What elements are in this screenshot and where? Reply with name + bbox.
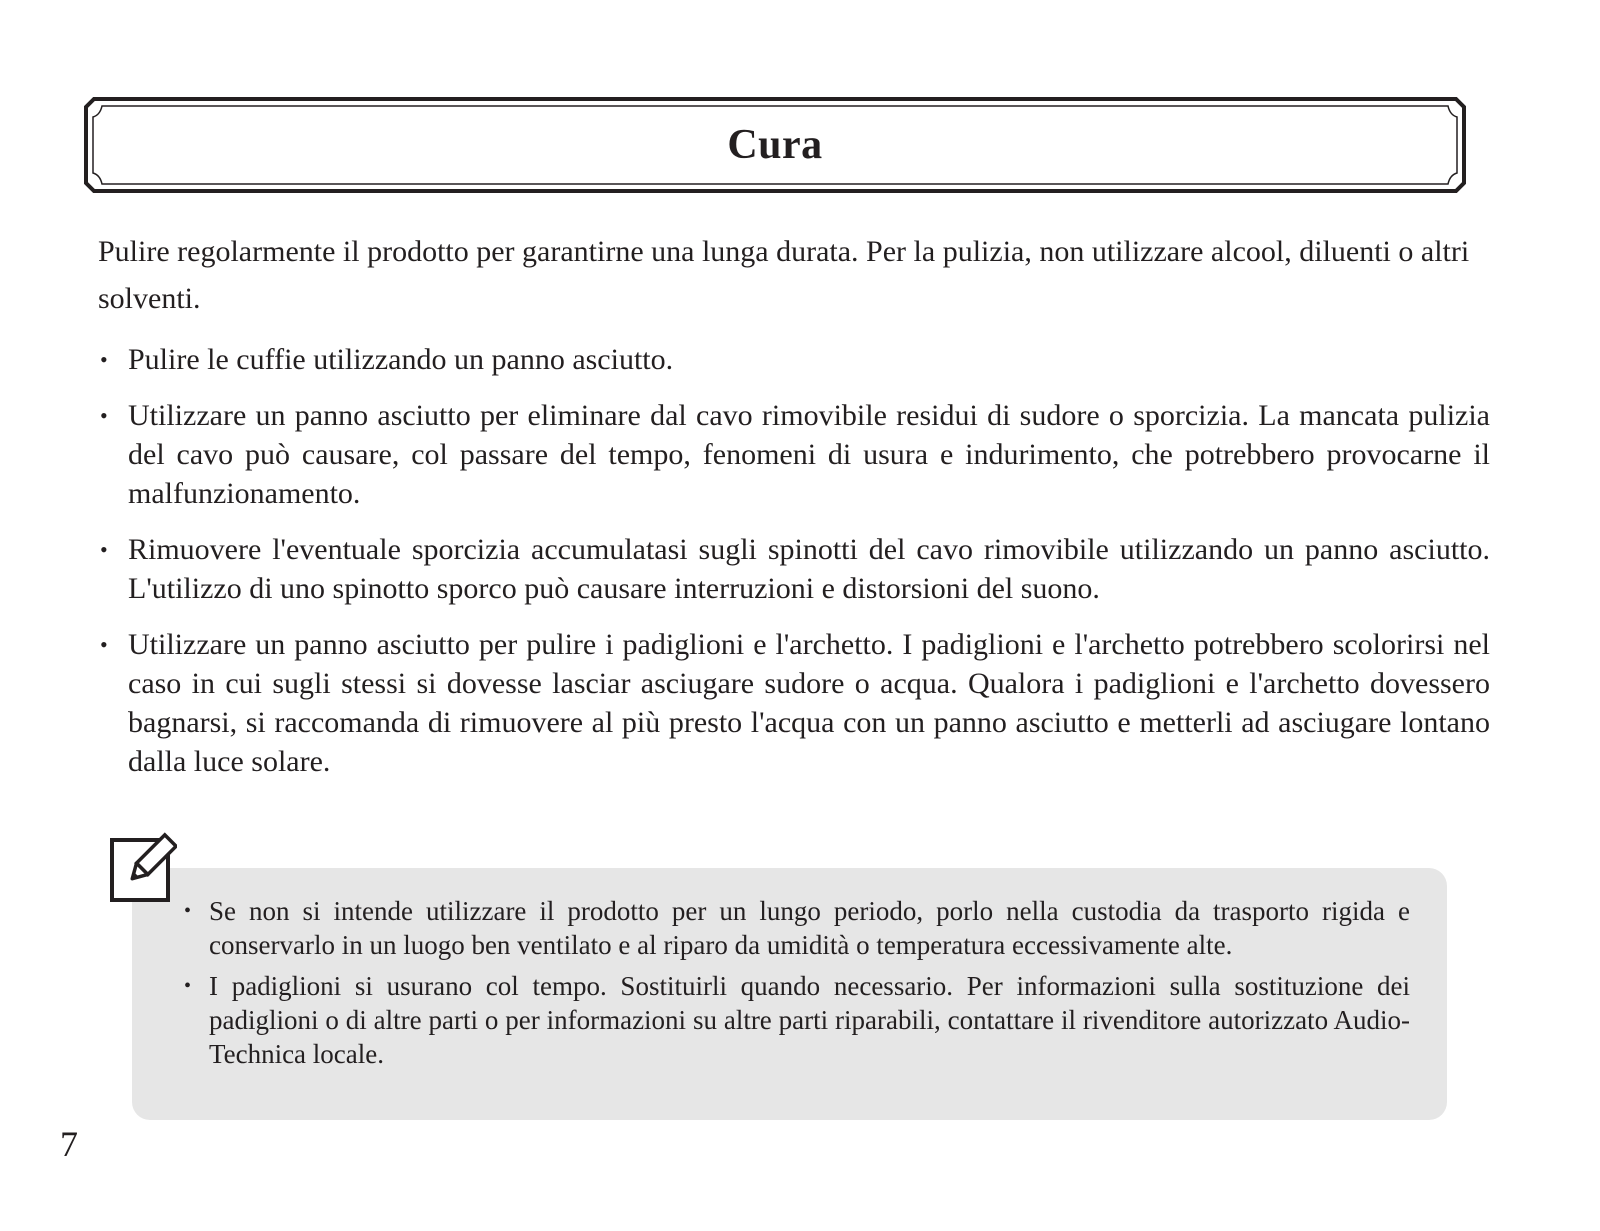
note-item-text: I padiglioni si usurano col tempo. Sostituirli quando necessario. Per informazioni sulla sostituzione dei padiglioni o di altre parti o per informazioni su altre parti riparabili, contattare il rivenditore autorizzato Audio-Technica locale. <box>209 971 1410 1069</box>
section-title-frame <box>84 97 1466 193</box>
list-item <box>98 625 1490 781</box>
note-item-text: Se non si intende utilizzare il prodotto per un lungo periodo, porlo nella custodia da trasporto rigida e conservarlo in un luogo ben ventilato e al riparo da umidità o temperatura eccessivamente alte. <box>209 896 1410 960</box>
note-item <box>182 969 1410 1071</box>
page-number: 7 <box>60 1124 78 1164</box>
note-item <box>182 894 1410 962</box>
list-item-text: Utilizzare un panno asciutto per eliminare dal cavo rimovibile residui di sudore o sporcizia. La mancata pulizia del cavo può causare, col passare del tempo, fenomeni di usura e indurimento, che potrebbero provocarne il malfunzionamento. <box>128 399 1490 510</box>
bullet-icon: • <box>100 403 108 428</box>
bullet-icon: • <box>184 900 192 922</box>
note-list <box>182 894 1410 1078</box>
list-item-text: Utilizzare un panno asciutto per pulire i padiglioni e l'archetto. I padiglioni e l'archetto potrebbero scolorirsi nel caso in cui sugli stessi si dovesse lasciar asciugare sudore o acqua. Qualora i padiglioni e l'archetto dovessero bagnarsi, si raccomanda di rimuovere al più presto l'acqua con un panno asciutto e metterli ad asciugare lontano dalla luce solare. <box>128 628 1490 778</box>
list-item <box>98 530 1490 608</box>
list-item <box>98 396 1490 513</box>
list-item-text: Rimuovere l'eventuale sporcizia accumulatasi sugli spinotti del cavo rimovibile utilizzando un panno asciutto. L'utilizzo di uno spinotto sporco può causare interruzioni e distorsioni del suono. <box>128 533 1490 605</box>
page-title: Cura <box>727 122 823 168</box>
note-pencil-icon <box>109 832 177 906</box>
list-item <box>98 340 1490 379</box>
bullet-icon: • <box>184 975 192 997</box>
bullet-icon: • <box>100 537 108 562</box>
bullet-icon: • <box>100 347 108 372</box>
intro-paragraph: Pulire regolarmente il prodotto per garantirne una lunga durata. Per la pulizia, non utilizzare alcool, diluenti o altri solventi. <box>98 235 1470 315</box>
care-instructions-list <box>98 340 1490 798</box>
bullet-icon: • <box>100 632 108 657</box>
list-item-text: Pulire le cuffie utilizzando un panno asciutto. <box>128 343 674 376</box>
